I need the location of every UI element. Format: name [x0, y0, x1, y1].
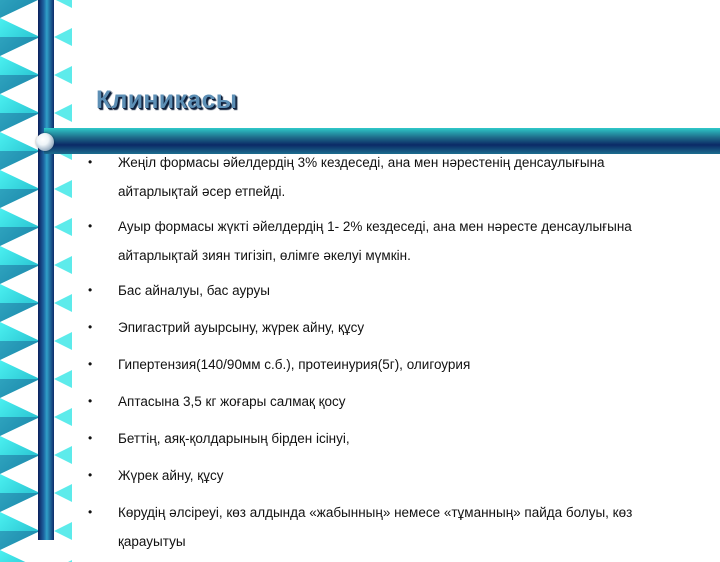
bullet-item	[88, 461, 688, 490]
bullet-text: Ауыр формасы жүкті әйелдердің 1- 2% кездеседі, ана мен нәресте денсаулығына айтарлықтай зиян тигізіп, өлімге әкелуі мүмкін.	[118, 219, 632, 263]
bullet-marker: •	[88, 394, 93, 408]
bullet-text: Жүрек айну, құсу	[118, 468, 224, 483]
bullet-text: Эпигастрий ауырсыну, жүрек айну, құсу	[118, 320, 365, 335]
bullet-list	[88, 148, 688, 562]
bullet-item	[88, 212, 688, 270]
bullet-text: Беттің, аяқ-қолдарының бірден ісінуі,	[118, 431, 350, 446]
bullet-item	[88, 313, 688, 342]
bullet-text: Бас айналуы, бас ауруы	[118, 283, 270, 298]
bullet-marker: •	[88, 155, 93, 169]
bullet-marker: •	[88, 357, 93, 371]
bullet-marker: •	[88, 320, 93, 334]
decorative-left-stripe	[0, 0, 72, 540]
bullet-item	[88, 498, 688, 556]
stripe-chevron-shade	[0, 531, 40, 550]
bullet-item	[88, 387, 688, 416]
bullet-marker: •	[88, 505, 93, 519]
bullet-marker: •	[88, 283, 93, 297]
bullet-marker: •	[88, 468, 93, 482]
bullet-text: Гипертензия(140/90мм с.б.), протеинурия(5г), олигоурия	[118, 357, 471, 372]
bullet-marker: •	[88, 431, 93, 445]
bullet-text: Аптасына 3,5 кг жоғары салмақ қосу	[118, 394, 346, 409]
bullet-item	[88, 276, 688, 305]
bullet-item	[88, 424, 688, 453]
bullet-text: Көрудің әлсіреуі, көз алдында «жабынның» немесе «тұманның» пайда болуы, көз қарауытуы	[118, 505, 633, 549]
bullet-text: Жеңіл формасы әйелдердің 3% кездеседі, ана мен нәрестенің денсаулығына айтарлықтай әсер етпейді.	[118, 155, 605, 199]
bullet-item	[88, 350, 688, 379]
bullet-item	[88, 148, 688, 206]
bullet-marker: •	[88, 219, 93, 233]
divider-bead-ornament	[36, 133, 54, 151]
slide-title: Клиникасы	[96, 86, 238, 114]
stripe-chevron	[0, 550, 40, 562]
